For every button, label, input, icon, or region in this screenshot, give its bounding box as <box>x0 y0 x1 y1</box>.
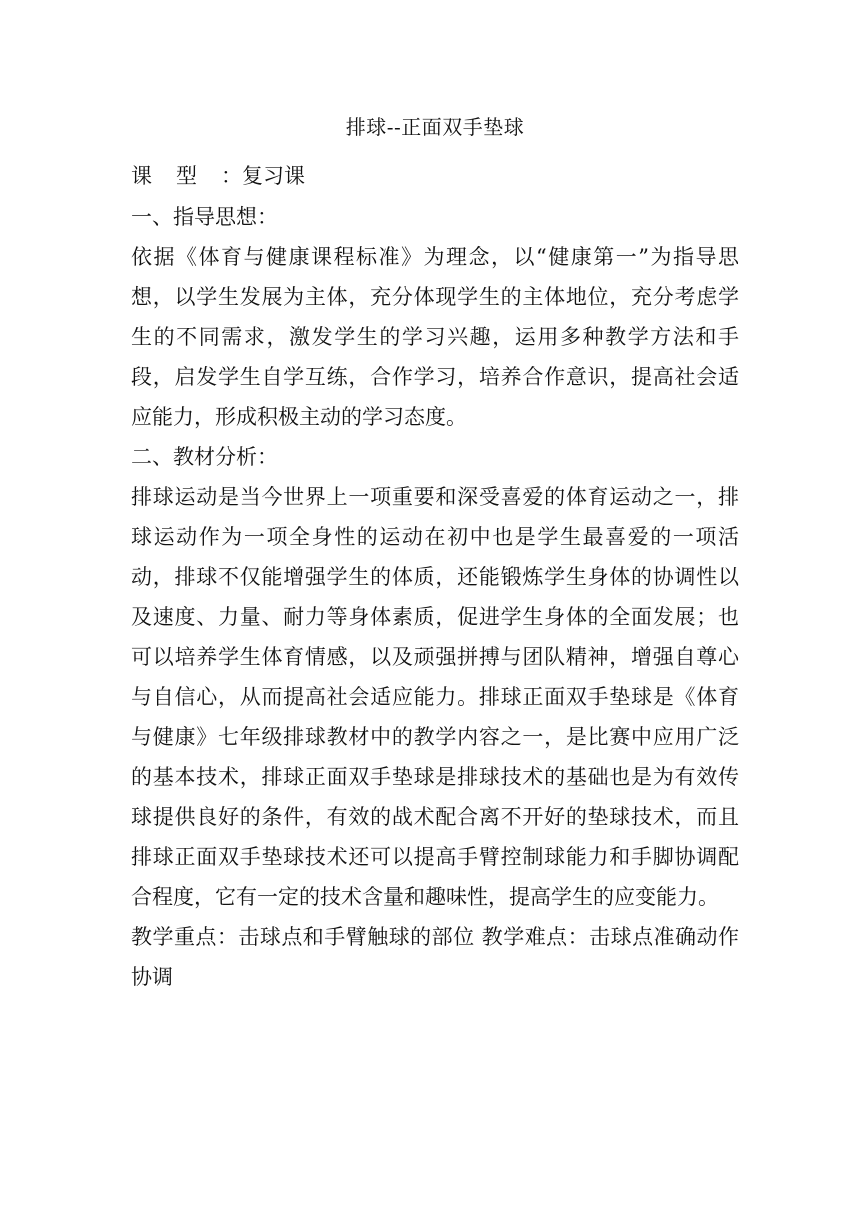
document-title: 排球--正面双手垫球 <box>345 115 525 139</box>
document-page <box>131 112 739 997</box>
section1-heading: 一、指导思想： <box>131 204 278 229</box>
lesson-type-label: 课型 <box>131 164 221 188</box>
section1-body: 依据《体育与健康课程标准》为理念，以“健康第一”为指导思想，以学生发展为主体，充分体现学生的主体地位，充分考虑学生的不同需求，激发学生的学习兴趣，运用多种教学方法和手段，启发学生自学互练，合作学习，培养合作意识，提高社会适应能力，形成积极主动的学习态度。 <box>131 244 739 429</box>
teaching-focus-line: 教学重点：击球点和手臂触球的部位 教学难点：击球点准确动作协调 <box>131 924 739 989</box>
section2-heading: 二、教材分析： <box>131 444 278 469</box>
lesson-type-colon: ： <box>221 164 242 188</box>
lesson-type-line <box>131 157 739 197</box>
section2-body: 排球运动是当今世界上一项重要和深受喜爱的体育运动之一，排球运动作为一项全身性的运动在初中也是学生最喜爱的一项活动，排球不仅能增强学生的体质，还能锻炼学生身体的协调性以及速度、力量、耐力等身体素质，促进学生身体的全面发展；也可以培养学生体育情感，以及顽强拼搏与团队精神，增强自尊心与自信心，从而提高社会适应能力。排球正面双手垫球是《体育与健康》七年级排球教材中的教学内容之一，是比赛中应用广泛的基本技术，排球正面双手垫球是排球技术的基础也是为有效传球提供良好的条件，有效的战术配合离不开好的垫球技术，而且排球正面双手垫球技术还可以提高手臂控制球能力和手脚协调配合程度，它有一定的技术含量和趣味性，提高学生的应变能力。 <box>131 484 739 909</box>
lesson-type-value: 复习课 <box>242 164 305 188</box>
